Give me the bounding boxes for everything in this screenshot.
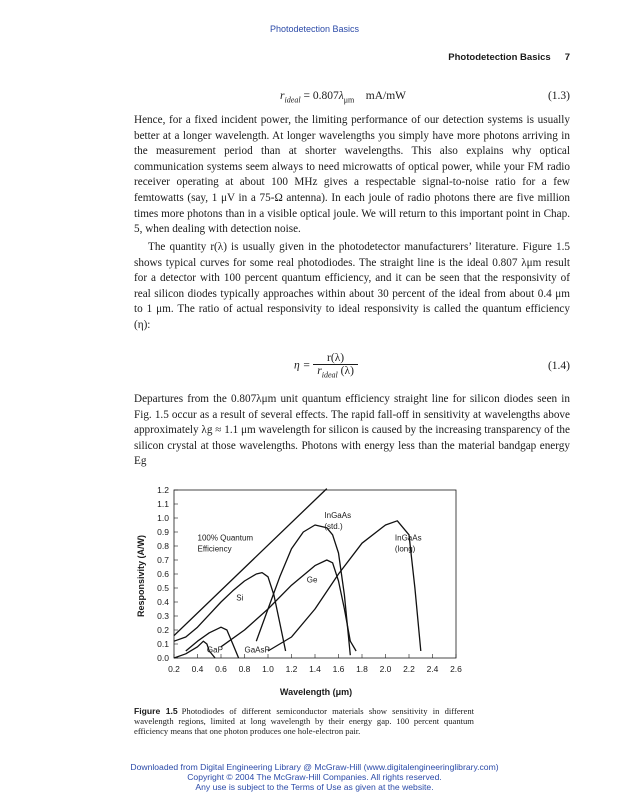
y-tick-label: 0.9 [157,527,169,537]
paragraph-2: The quantity r(λ) is usually given in the photodetector manufacturers’ literature. Figure 1.5 shows typical curves for some real photodiodes. The straight line is the ideal 0.807 λμm result for a detector with 100 percent quantum efficiency, and it can be seen that the responsivity of real silicon diodes typically approaches within about 30 percent of the ideal from about 0.4 μm to 1 μm. The ratio of actual responsivity to ideal responsivity is called the quantum efficiency (η): [134,241,570,331]
chart-annotation: Efficiency [197,544,232,554]
site-header: Photodetection Basics [269,24,360,34]
chart-annotation: GaP [206,645,223,655]
paragraph-3: Departures from the 0.807λμm unit quantum efficiency straight line for silicon diodes seen in Fig. 1.5 occur as a result of several effects. The rapid fall-off in sensitivity at wavelengths above approximately λg ≈ 1.1 μm wavelength for silicon is caused by the increasing transparency of the silicon crystal at those wavelengths. Photons with energy less than the material bandgap energy Eg [134,393,570,468]
running-head [134,52,570,63]
y-tick-label: 0.8 [157,541,169,551]
chart-annotation: InGaAs [394,533,422,543]
equation-1-3-number: (1.3) [547,90,570,102]
y-tick-label: 0.5 [157,583,169,593]
figure-caption-text: Photodiodes of different semiconductor materials show sensitivity in different wavelength regions, limited at long wavelength by their energy gap. 100 percent quantum efficiency means that one photon produces one hole-electron pair. [134,706,475,736]
y-tick-label: 0.3 [157,611,169,621]
x-tick-label: 1.6 [332,664,345,674]
chart-annotation: InGaAs [324,511,352,520]
x-tick-label: 1.4 [309,664,321,674]
series-line-ingaas-std [256,525,350,655]
equation-1-3-expression: $r_{ideal} = 0.807\lambda_{\mu m}$ mA/mW [280,90,407,105]
x-tick-label: 0.8 [238,664,251,674]
footer-download-link[interactable]: Downloaded from Digital Engineering Library @ McGraw-Hill (www.digitalengineeringlibrary.com) [130,762,499,772]
y-axis-title: Responsivity (A/W) [136,534,146,618]
x-tick-label: 0.2 [168,664,180,674]
chart-annotation: (long) [394,544,416,554]
series-line-100-quantum-efficiency [174,489,327,636]
y-tick-label: 0.0 [157,653,169,663]
x-tick-label: 1.8 [356,664,368,674]
equation-1-4-expression: η = $\frac{r(\lambda)}{r_{ideal} (\lambda)}$ [294,352,358,379]
responsivity-chart [134,480,474,702]
series-line-ge [221,560,356,651]
x-tick-label: 2.4 [426,664,439,674]
y-tick-label: 1.2 [157,485,169,495]
y-tick-label: 0.6 [157,569,169,579]
y-tick-label: 0.4 [157,597,169,607]
chart-annotation: Si [236,593,244,603]
equation-1-4 [134,352,570,388]
running-head-title: Photodetection Basics [448,52,551,63]
series-line-si [174,573,286,651]
y-tick-label: 0.7 [157,555,169,565]
y-tick-label: 1.1 [157,499,169,509]
x-tick-label: 2.2 [403,664,415,674]
figure-caption [134,706,474,736]
paragraph-1: Hence, for a fixed incident power, the limiting performance of our detection systems is usually better at a longer wavelength. At longer wavelengths you simply have more photons arriving in the measurement period than at shorter wavelengths. This also explains why optical communication systems seem always to need microwatts of optical power, while your FM radio receiver operating at about 100 MHz gives a respectable signal-to-noise ratio for a few femtowatts (say, 1 μV in a 75-Ω antenna). In each joule of radio photons there are five million times more photons than in a visible optical joule. We will return to this important point in Chap. 5, when dealing with detection noise. [134,114,570,236]
equation-1-3 [134,90,570,110]
x-tick-label: 1.0 [262,664,274,674]
chart-annotation: (std.) [324,522,343,532]
x-tick-label: 2.0 [379,664,392,674]
equation-1-4-number: (1.4) [547,360,570,372]
page-footer [0,762,629,792]
chart-annotation: 100% Quantum [197,533,254,543]
figure-caption-label: Figure 1.5 [134,706,178,716]
y-tick-label: 0.1 [157,639,169,649]
figure-1-5-chart [134,480,474,702]
page-number: 7 [564,52,570,63]
x-tick-label: 2.6 [450,664,462,674]
x-tick-label: 1.2 [285,664,298,674]
y-tick-label: 1.0 [157,513,169,523]
x-tick-label: 0.4 [191,664,204,674]
footer-copyright: Copyright © 2004 The McGraw-Hill Companies. All rights reserved. [187,772,442,782]
x-tick-label: 0.6 [215,664,227,674]
footer-terms[interactable]: Any use is subject to the Terms of Use as given at the website. [195,782,434,792]
chart-annotation: GaAsP [244,645,270,655]
chart-annotation: Ge [306,575,318,585]
y-tick-label: 0.2 [157,625,169,635]
x-axis-title: Wavelength (μm) [279,687,353,697]
